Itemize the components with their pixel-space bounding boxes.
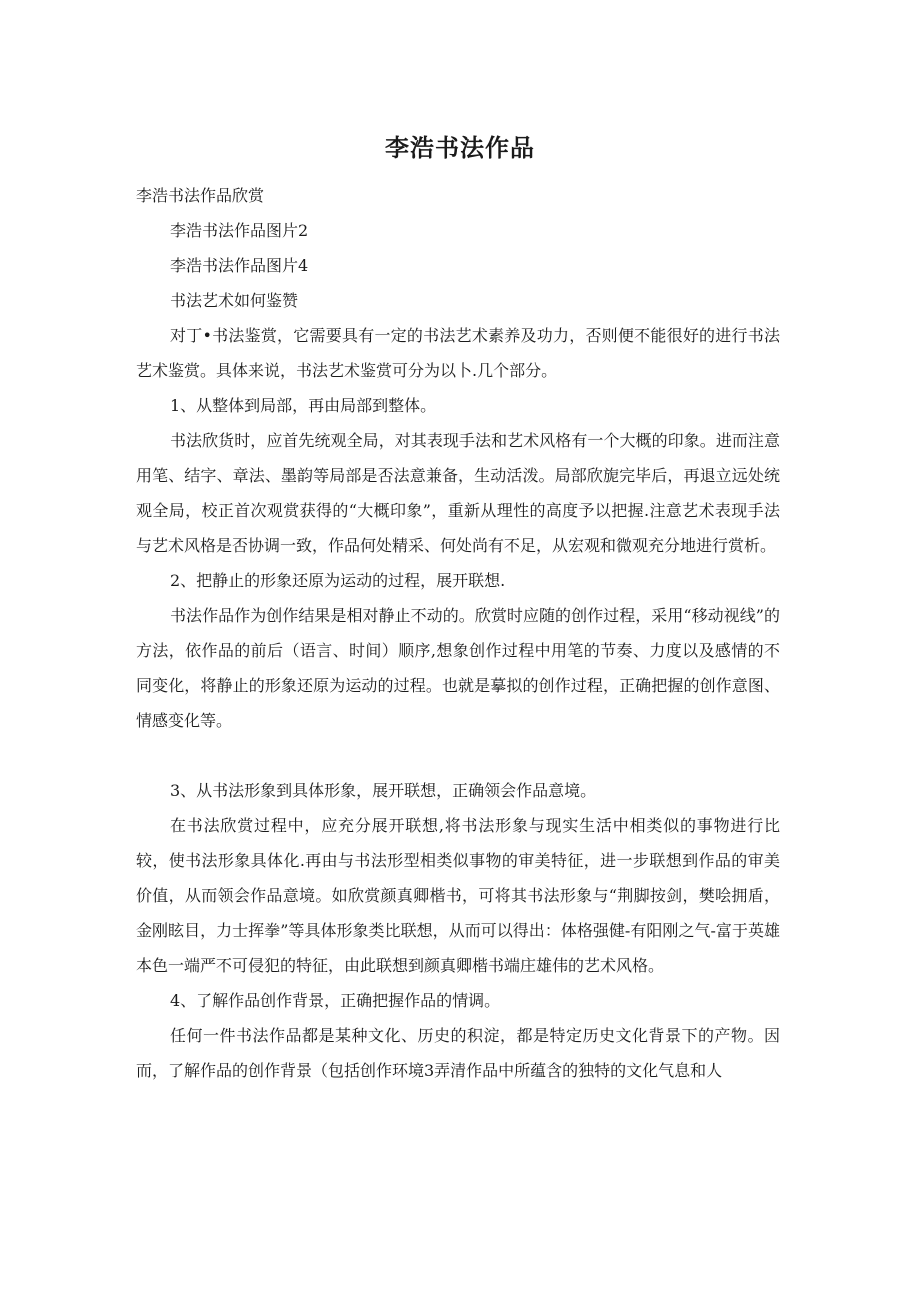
point-3-heading: 3、从书法形象到具体形象，展开联想，正确领会作品意境。 [170,781,597,800]
point-1-heading: 1、从整体到局部，再由局部到整体。 [170,396,437,415]
point-1-paragraph: 书法欣货时，应首先统观全局，对其表现手法和艺术风格有一个大概的印象。进而注意用笔、结字、章法、墨韵等局部是否法意兼备，生动活泼。局部欣旎完毕后，再退立远处统观全局，校正首次观赏获得的“大概印象”，重新从理性的高度予以把握.注意艺术表现手法与艺术风格是否协调一致，作品何处精采、何处尚有不足，从宏观和微观充分地进行赏析。 [136,431,780,555]
image-caption-4: 李浩书法作品图片4 [170,256,309,275]
image-caption-2: 李浩书法作品图片2 [170,221,309,240]
point-4-paragraph: 任何一件书法作品都是某种文化、历史的积淀，都是特定历史文化背景下的产物。因而，了解作品的创作背景（包括创作环境3弄清作品中所蕴含的独特的文化气息和人 [136,1026,780,1080]
point-2-paragraph: 书法作品作为创作结果是相对静止不动的。欣赏时应随的创作过程，采用“移动视线”的方法，依作品的前后（语言、时间）顺序,想象创作过程中用笔的节奏、力度以及感情的不同变化，将静止的形象还原为运动的过程。也就是摹拟的创作过程，正确把握的创作意图、情感变化等。 [136,606,780,730]
point-2-heading: 2、把静止的形象还原为运动的过程，展开联想. [170,571,506,590]
point-4-heading: 4、了解作品创作背景，正确把握作品的情调。 [170,991,501,1010]
paragraph-spacer [136,738,780,773]
page-title: 李浩书法作品 [385,134,535,162]
document-body [136,178,780,1088]
intro-paragraph: 对丁•书法鉴赏，它需要具有一定的书法艺术素养及功力，否则便不能很好的进行书法艺术鉴赏。具体来说，书法艺术鉴赏可分为以卜.几个部分。 [136,326,780,380]
section-heading-how-to-appreciate: 书法艺术如何鉴赞 [170,291,299,310]
heading-appreciation: 李浩书法作品欣赏 [136,186,265,205]
point-3-paragraph: 在书法欣赏过程中，应充分展开联想,将书法形象与现实生活中相类似的事物进行比较，使书法形象具体化.再由与书法形型相类似事物的审美特征，进一步联想到作品的审美价值，从而领会作品意境。如欣赏颜真卿楷书，可将其书法形象与“荆脚按剑，樊哙拥盾，金刚眩目，力士挥拳”等具体形象类比联想，从而可以得出：体格强健-有阳刚之气-富于英雄本色一端严不可侵犯的特征，由此联想到颜真卿楷书端庄雄伟的艺术风格。 [136,816,780,975]
